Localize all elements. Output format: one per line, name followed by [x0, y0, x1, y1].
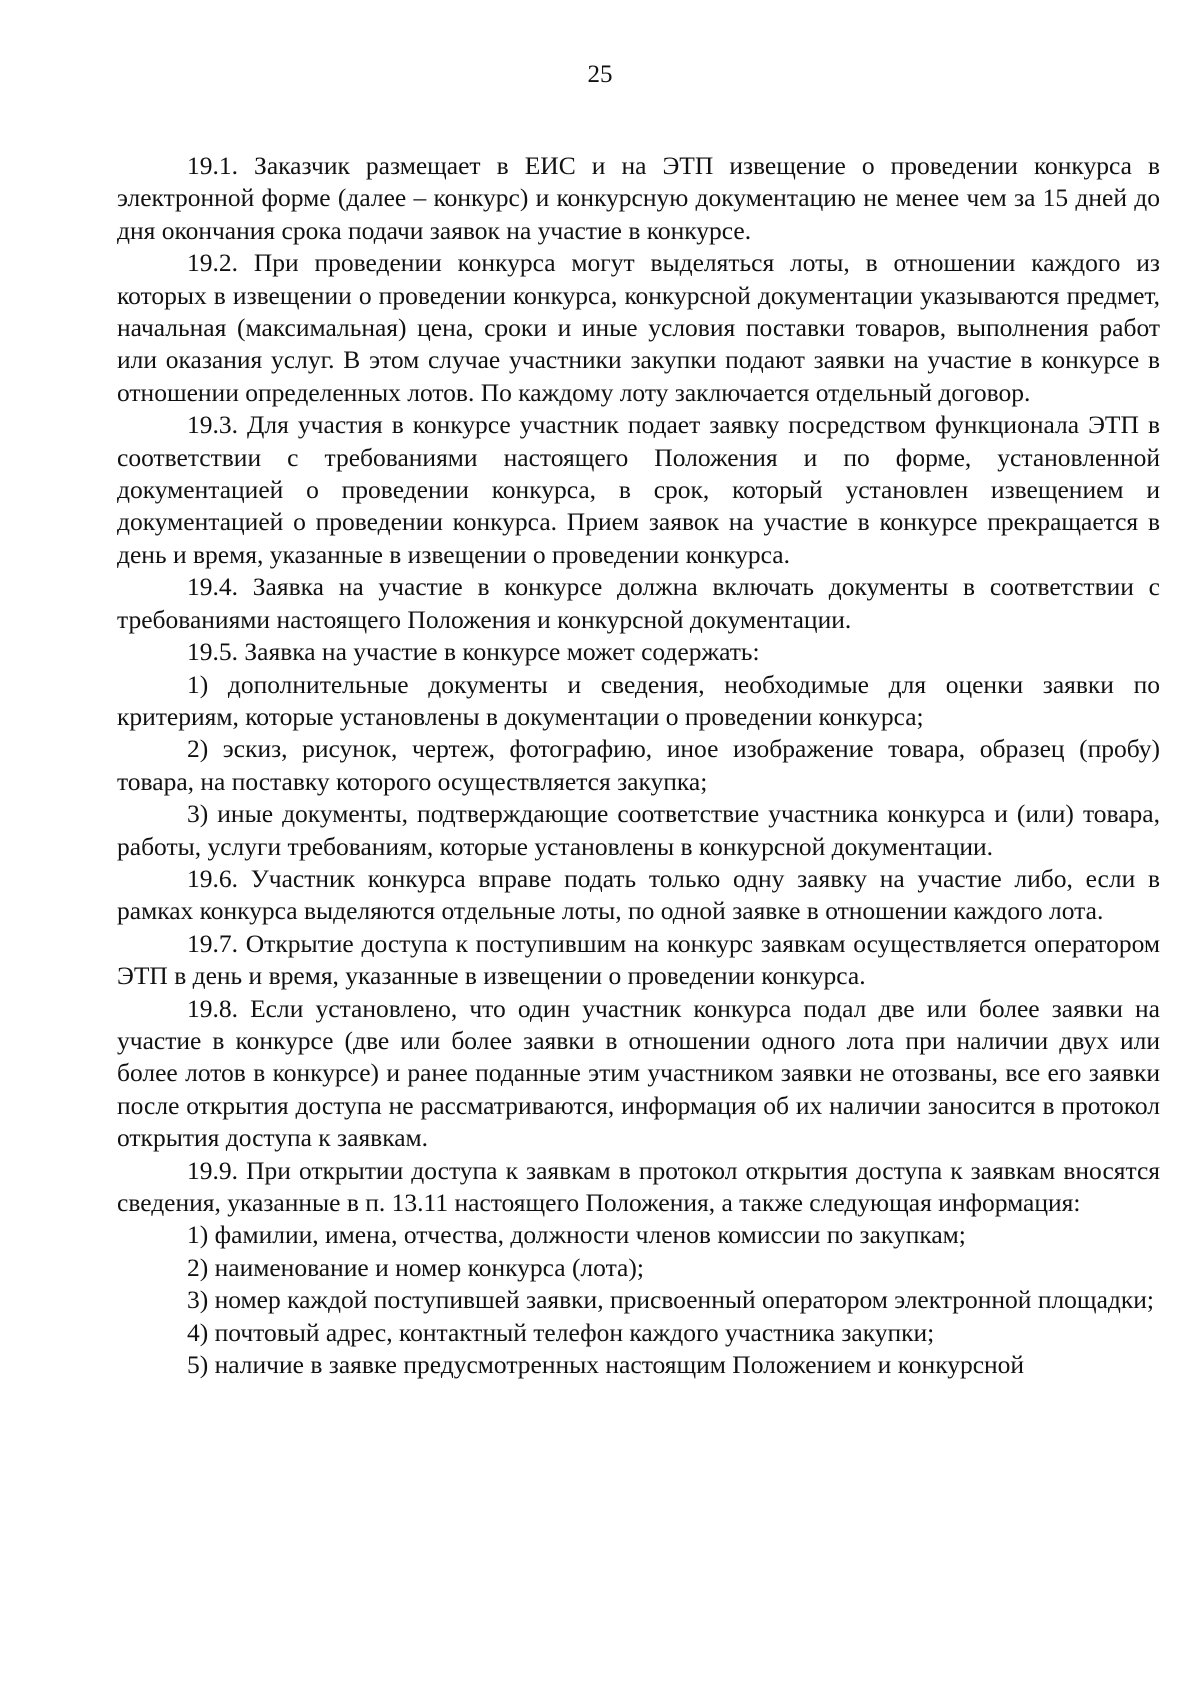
list-item-19-5-2: 2) эскиз, рисунок, чертеж, фотографию, иное изображение товара, образец (пробу) товара, на поставку которого осуществляется закупка;: [117, 734, 1160, 796]
paragraph-19-8: 19.8. Если установлено, что один участник конкурса подал две или более заявки на участие в конкурсе (две или более заявки в отношении одного лота при наличии двух или более лотов в конкурсе) и ранее поданные этим участником заявки не отозваны, все его заявки после открытия доступа не рассматриваются, информация об их наличии заносится в протокол открытия доступа к заявкам.: [117, 993, 1160, 1153]
paragraph-19-5: 19.5. Заявка на участие в конкурсе может содержать:: [187, 637, 760, 667]
paragraph-19-9: 19.9. При открытии доступа к заявкам в протокол открытия доступа к заявкам вносятся сведения, указанные в п. 13.11 настоящего Положения, а также следующая информация:: [117, 1155, 1160, 1217]
list-item-19-9-5: 5) наличие в заявке предусмотренных настоящим Положением и конкурсной: [187, 1350, 1025, 1380]
paragraph-19-3: 19.3. Для участия в конкурсе участник подает заявку посредством функционала ЭТП в соответствии с требованиями настоящего Положения и по форме, установленной документацией о проведении конкурса, в срок, который установлен извещением и документацией о проведении конкурса. Прием заявок на участие в конкурсе прекращается в день и время, указанные в извещении о проведении конкурса.: [117, 410, 1160, 569]
list-item-19-9-1: 1) фамилии, имена, отчества, должности членов комиссии по закупкам;: [187, 1220, 966, 1250]
paragraph-19-6: 19.6. Участник конкурса вправе подать только одну заявку на участие либо, если в рамках конкурса выделяются отдельные лоты, по одной заявке в отношении каждого лота.: [117, 863, 1160, 926]
page-number: 25: [587, 61, 613, 88]
list-item-19-9-2: 2) наименование и номер конкурса (лота);: [187, 1252, 644, 1282]
paragraph-19-4: 19.4. Заявка на участие в конкурсе должна включать документы в соответствии с требованиями настоящего Положения и конкурсной документации.: [117, 572, 1160, 634]
list-item-19-5-1: 1) дополнительные документы и сведения, необходимые для оценки заявки по критериям, которые установлены в документации о проведении конкурса;: [117, 669, 1160, 731]
list-item-19-9-4: 4) почтовый адрес, контактный телефон каждого участника закупки;: [187, 1317, 935, 1347]
paragraph-19-7: 19.7. Открытие доступа к поступившим на конкурс заявкам осуществляется оператором ЭТП в день и время, указанные в извещении о проведении конкурса.: [117, 928, 1160, 991]
list-item-19-9-3: 3) номер каждой поступившей заявки, присвоенный оператором электронной площадки;: [187, 1285, 1154, 1315]
document-body: [117, 150, 1160, 1381]
paragraph-19-2: 19.2. При проведении конкурса могут выделяться лоты, в отношении каждого из которых в извещении о проведении конкурса, конкурсной документации указываются предмет, начальная (максимальная) цена, сроки и иные условия поставки товаров, выполнения работ или оказания услуг. В этом случае участники закупки подают заявки на участие в конкурсе в отношении определенных лотов. По каждому лоту заключается отдельный договор.: [117, 248, 1160, 407]
paragraph-19-1: 19.1. Заказчик размещает в ЕИС и на ЭТП извещение о проведении конкурса в электронной форме (далее – конкурс) и конкурсную документацию не менее чем за 15 дней до дня окончания срока подачи заявок на участие в конкурсе.: [117, 151, 1160, 245]
list-item-19-5-3: 3) иные документы, подтверждающие соответствие участника конкурса и (или) товара, работы, услуги требованиям, которые установлены в конкурсной документации.: [117, 799, 1160, 861]
